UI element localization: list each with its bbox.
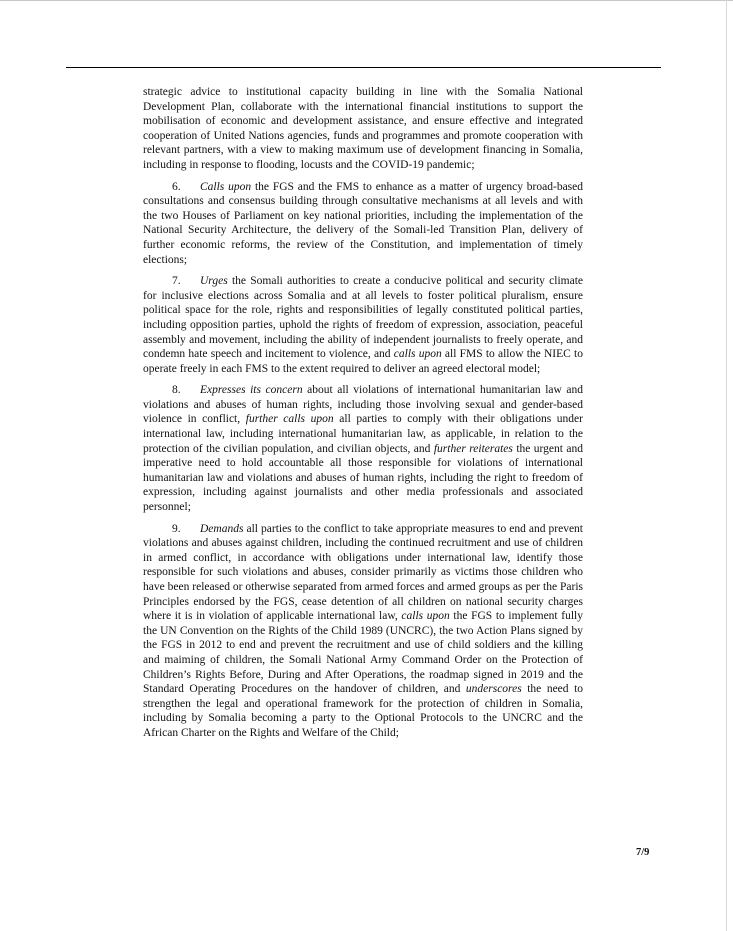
paragraph-text: all parties to the conflict to take appropriate measures to end and prevent violations and abuses against children, including the continued recruitment and use of children in armed conflict, in accordance with obligations under international law, identify those responsible for such violations and abuses, consider primarily as victims those children who have been released or otherwise separated from armed forces and armed groups as per the Paris Principles endorsed by the FGS, cease detention of all children on national security charges where it is in violation of applicable international law, [143,522,583,623]
paragraph-8 [143,383,583,514]
paragraph-text: the need to strengthen the legal and operational framework for the protection of children in Somalia, including by Somalia becoming a party to the Optional Protocols to the UNCRC and the African Charter on the Rights and Welfare of the Child; [143,683,584,739]
emphasis-phrase: Demands [200,522,244,535]
paragraph-number: 9. [172,522,181,535]
paragraph-text: about all violations of international humanitarian law and violations and abuses of human rights, including those involving sexual and gender-based violence in conflict, [143,384,583,426]
document-body [143,85,583,748]
paragraph-text: the Somali authorities to create a conducive political and security climate for inclusive elections across Somalia and at all levels to foster political pluralism, ensure political space for the role, rights and responsibilities of legally constituted political parties, including opposition parties, uphold the rights of freedom of expression, association, peaceful assembly and movement, including the ability of independent journalists to freely operate, and condemn hate speech and incitement to violence, and [143,275,583,361]
paragraph-text: all FMS to allow the NIEC to operate freely in each FMS to the extent required to deliver an agreed electoral model; [143,348,583,375]
page-number: 7/9 [636,847,650,858]
emphasis-phrase: underscores [465,683,522,696]
paragraph-9 [143,522,583,741]
paragraph-text: the urgent and imperative need to hold accountable all those responsible for violations of international humanitarian law and violations and abuses of human rights, including the right to freedom of expression, including against journalists and other media professionals and associated personnel; [143,442,584,514]
paragraph-text: strategic advice to institutional capacity building in line with the Somalia National Development Plan, collaborate with the international financial institutions to support the mobilisation of economic and development assistance, and ensure effective and integrated cooperation of United Nations agencies, funds and programmes and promote cooperation with relevant partners, with a view to making maximum use of development financing in Somalia, including in response to flooding, locusts and the COVID-19 pandemic; [143,86,583,171]
emphasis-phrase: Urges [200,275,228,288]
paragraph-7 [143,274,583,376]
paragraph-6 [143,180,583,268]
paragraph-text: all parties to comply with their obligations under international law, including international humanitarian law, as applicable, in relation to the protection of the civilian population, and civilian objects, and [143,413,583,455]
paragraph-number: 8. [172,384,181,397]
emphasis-phrase: calls upon [393,348,442,361]
emphasis-phrase: further reiterates [433,442,513,455]
paragraph-text: the FGS and the FMS to enhance as a matter of urgency broad-based consultations and consensus building through consultative mechanisms at all levels and with the two Houses of Parliament on key national priorities, including the implementation of the National Security Architecture, the delivery of the Somali-led Transition Plan, delivery of further economic reforms, the review of the Constitution, and implementation of timely elections; [143,180,583,266]
emphasis-phrase: Expresses its concern [200,384,303,397]
paragraph-number: 6. [172,180,181,193]
paragraph-continuation [143,85,583,173]
paragraph-text: the FGS to implement fully the UN Convention on the Rights of the Child 1989 (UNCRC), the two Action Plans signed by the FGS in 2012 to end and prevent the recruitment and use of child soldiers and the killing and maiming of children, the Somali National Army Command Order on the Protection of Children’s Rights Before, During and After Operations, the roadmap signed in 2019 and the Standard Operating Procedures on the handover of children, and [143,610,583,696]
header-rule [66,67,661,68]
page-top-edge [0,0,733,1]
emphasis-phrase: calls upon [401,610,450,623]
page-right-edge [726,0,727,931]
paragraph-number: 7. [172,275,181,288]
emphasis-phrase: further calls upon [245,413,334,426]
emphasis-phrase: Calls upon [200,180,252,193]
